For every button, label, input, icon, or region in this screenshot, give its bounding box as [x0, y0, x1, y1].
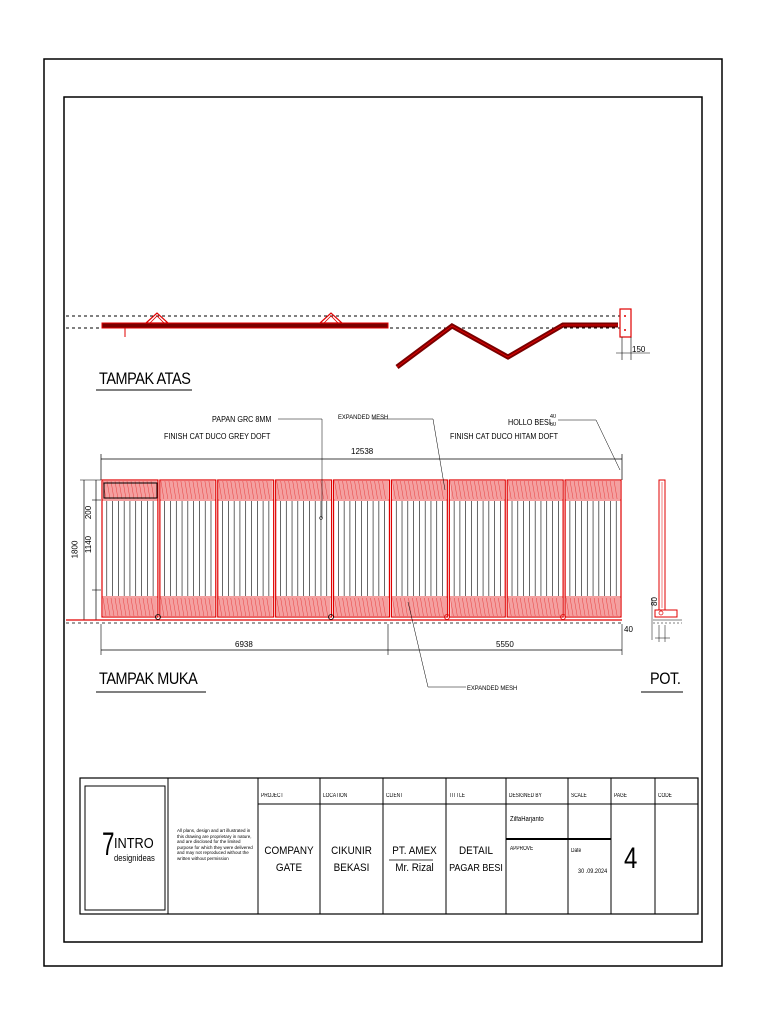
- mesh-band: [161, 481, 215, 499]
- mesh-band: [335, 598, 389, 616]
- logo-number: 7: [102, 826, 115, 862]
- code-header: CODE: [658, 793, 672, 799]
- mesh-band: [392, 481, 446, 499]
- date-label: Date: [571, 848, 582, 854]
- location-line2: BEKASI: [333, 862, 370, 874]
- designer-name: ZilfaHarjanto: [510, 816, 544, 823]
- overall-height-dimension: 1800: [70, 540, 80, 559]
- section-gap-dimension: 40: [624, 625, 633, 634]
- mesh-band: [508, 598, 562, 616]
- mesh-band: [277, 598, 331, 616]
- front-view-title: TAMPAK MUKA: [99, 669, 198, 688]
- designed-by-header: DESIGNED BY: [509, 793, 542, 799]
- mesh-band: [335, 481, 389, 499]
- location-line1: CIKUNIR: [331, 845, 372, 857]
- hollow-note-sub: 60: [550, 422, 557, 428]
- mesh-band: [392, 598, 446, 616]
- hollow-note-sup: 40: [550, 414, 557, 420]
- project-line1: COMPANY: [264, 845, 314, 857]
- title-header: TITTLE: [449, 793, 466, 799]
- logo-subtitle: designideas: [114, 853, 155, 863]
- mesh-band: [566, 598, 620, 616]
- mesh-band: [508, 481, 562, 499]
- left-leaf-dimension: 6938: [235, 640, 253, 649]
- infill-height-dimension: 1140: [84, 535, 94, 554]
- title-line1: DETAIL: [459, 845, 493, 857]
- disclaimer-text: All plans, design and art illustrated in this drawing are proprietary in nature, and are disclosed for the limited purpose for which they were delivered and may not reproduced without the written without permission: [177, 828, 253, 861]
- panel-note-line1: PAPAN GRC 8MM: [212, 415, 272, 424]
- client-line1: PT. AMEX: [392, 845, 437, 857]
- panel-note-line2: FINISH CAT DUCO GREY DOFT: [164, 432, 271, 441]
- scale-header: SCALE: [571, 793, 587, 799]
- plan-view-title: TAMPAK ATAS: [99, 369, 191, 388]
- section-view: [649, 480, 682, 642]
- section-base-dimension: 80: [649, 597, 659, 606]
- page-header: PAGE: [614, 793, 627, 799]
- project-line2: GATE: [275, 862, 303, 874]
- overall-length-dimension: 12538: [351, 447, 374, 456]
- mesh-band: [103, 598, 157, 616]
- right-leaf-dimension: 5550: [496, 640, 514, 649]
- plan-post-dimension: 150: [632, 345, 646, 354]
- mesh-band: [219, 481, 273, 499]
- front-view: [66, 419, 622, 687]
- hollow-note-line1: HOLLO BESI: [508, 418, 551, 427]
- date-value: 30 .09.2024: [578, 868, 608, 875]
- plan-view: [66, 309, 650, 367]
- page-number: 4: [624, 842, 638, 875]
- mesh-band: [450, 598, 504, 616]
- mesh-band: [566, 481, 620, 499]
- location-header: LOCATION: [323, 793, 348, 799]
- gate-panels: [102, 480, 621, 617]
- mesh-band: [103, 481, 157, 499]
- mesh-band: [277, 481, 331, 499]
- mesh-note-top: EXPANDED MESH: [338, 414, 389, 421]
- top-band-dimension: 200: [84, 505, 94, 520]
- approve-label: APPROVE: [510, 846, 534, 852]
- logo-word: INTRO: [114, 835, 154, 852]
- project-header: PROJECT: [261, 793, 284, 799]
- hollow-note-line2: FINISH CAT DUCO HITAM DOFT: [450, 432, 558, 441]
- client-line2: Mr. Rizal: [395, 862, 434, 874]
- client-header: CLIENT: [386, 793, 404, 799]
- mesh-band: [161, 598, 215, 616]
- mesh-band: [450, 481, 504, 499]
- title-line2: PAGAR BESI: [449, 863, 503, 874]
- mesh-band: [219, 598, 273, 616]
- mesh-note-bottom: EXPANDED MESH: [467, 685, 518, 692]
- section-view-title: POT.: [650, 669, 681, 688]
